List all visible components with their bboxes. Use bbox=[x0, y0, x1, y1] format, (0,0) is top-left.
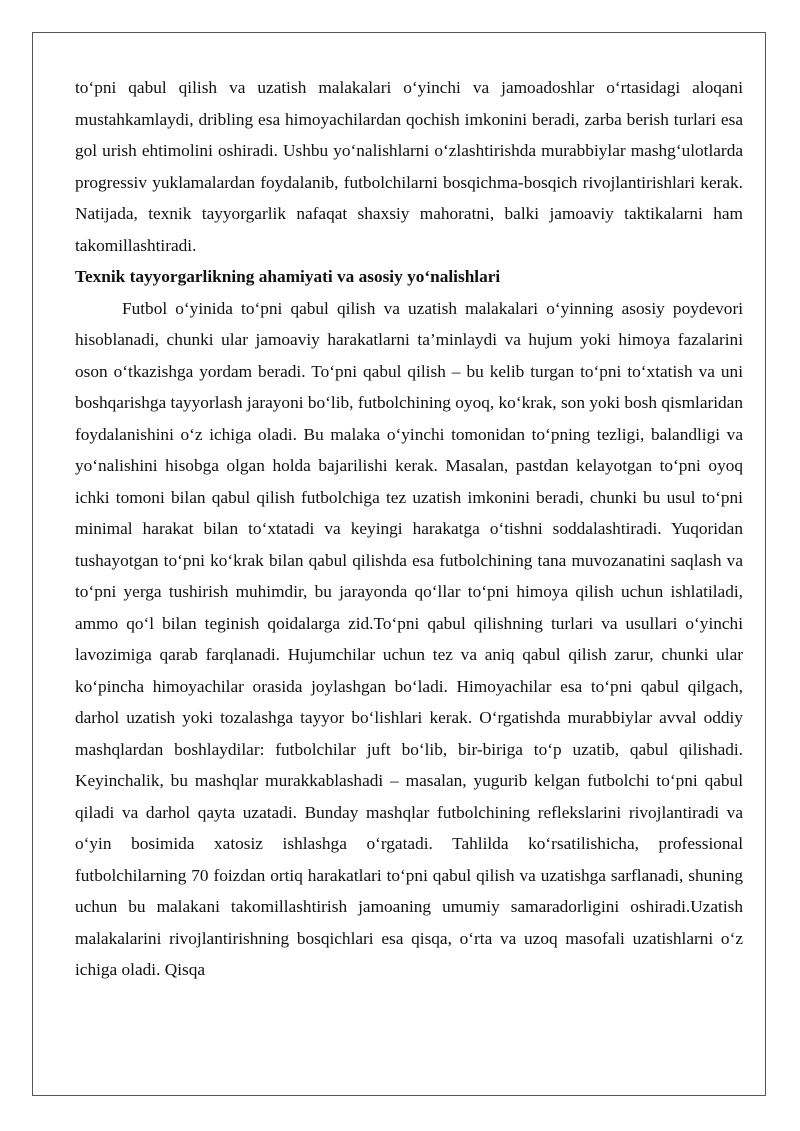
main-paragraph: Futbol o‘yinida to‘pni qabul qilish va uzatish malakalari o‘yinning asosiy poydevori hisoblanadi, chunki ular jamoaviy harakatlarni ta’minlaydi va hujum yoki himoya fazalarini oson o‘tkazishga yordam beradi. To‘pni qabul qilish – bu kelib turgan to‘pni to‘xtatish va uni boshqarishga tayyorlash jarayoni bo‘lib, futbolchining oyoq, ko‘krak, son yoki bosh qismlaridan foydalanishini o‘z ichiga oladi. Bu malaka o‘yinchi tomonidan to‘pning tezligi, balandligi va yo‘nalishini hisobga olgan holda bajarilishi kerak. Masalan, pastdan kelayotgan to‘pni oyoq ichki tomoni bilan qabul qilish futbolchiga tez uzatish imkonini beradi, chunki bu usul to‘pni minimal harakat bilan to‘xtatadi va keyingi harakatga o‘tishni soddalashtiradi. Yuqoridan tushayotgan to‘pni ko‘krak bilan qabul qilishda esa futbolchining tana muvozanatini saqlash va to‘pni yerga tushirish muhimdir, bu jarayonda qo‘llar to‘pni himoya qilish uchun ishlatiladi, ammo qo‘l bilan teginish qoidalarga zid.To‘pni qabul qilishning turlari va usullari o‘yinchi lavozimiga qarab farqlanadi. Hujumchilar uchun tez va aniq qabul qilish zarur, chunki ular ko‘pincha himoyachilar orasida joylashgan bo‘ladi. Himoyachilar esa to‘pni qabul qilgach, darhol uzatish yoki tozalashga tayyor bo‘lishlari kerak. O‘rgatishda murabbiylar avval oddiy mashqlardan boshlaydilar: futbolchilar juft bo‘lib, bir-biriga to‘p uzatib, qabul qilishadi. Keyinchalik, bu mashqlar murakkablashadi – masalan, yugurib kelgan futbolchi to‘pni qabul qiladi va darhol qayta uzatadi. Bunday mashqlar futbolchining reflekslarini rivojlantiradi va o‘yin bosimida xatosiz ishlashga o‘rgatadi. Tahlilda ko‘rsatilishicha, professional futbolchilarning 70 foizdan ortiq harakatlari to‘pni qabul qilish va uzatishga sarflanadi, shuning uchun bu malakani takomillashtirish jamoaning umumiy samaradorligini oshiradi.Uzatish malakalarini rivojlantirishning bosqichlari esa qisqa, o‘rta va uzoq masofali uzatishlarni o‘z ichiga oladi. Qisqa bbox=[75, 298, 743, 979]
section-heading: Texnik tayyorgarlikning ahamiyati va asosiy yo‘nalishlari bbox=[75, 267, 501, 286]
intro-paragraph: to‘pni qabul qilish va uzatish malakalari o‘yinchi va jamoadoshlar o‘rtasidagi aloqani mustahkamlaydi, dribling esa himoyachilardan qochish imkonini beradi, zarba berish turlari esa gol urish ehtimolini oshiradi. Ushbu yo‘nalishlarni o‘zlashtirishda murabbiylar mashg‘ulotlarda progressiv yuklamalardan foydalanib, futbolchilarni bosqichma-bosqich rivojlantirishlari kerak. Natijada, texnik tayyorgarlik nafaqat shaxsiy mahoratni, balki jamoaviy taktikalarni ham takomillashtiradi. bbox=[75, 78, 743, 255]
document-body bbox=[75, 72, 743, 986]
